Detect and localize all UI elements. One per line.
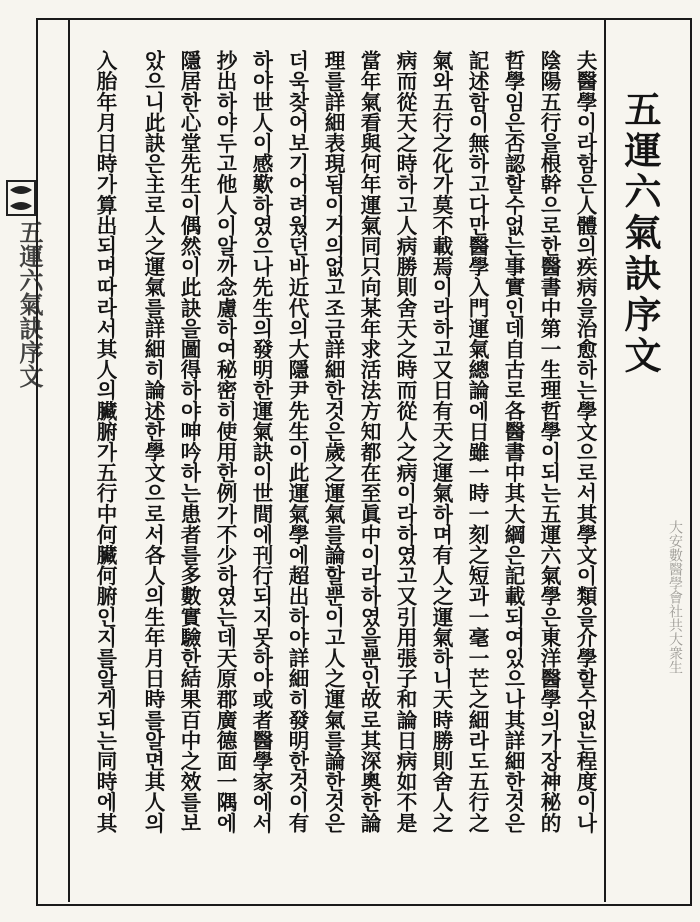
margin-running-title: 五運六氣訣序文 — [15, 220, 44, 388]
ornament-icon — [6, 180, 36, 216]
left-column-rule — [68, 18, 70, 902]
text-column: 았으니此訣은主로人之運氣를詳細히論述한學文으로서各人의生年月日時를알면其人의 — [141, 50, 165, 833]
text-column: 入胎年月日時가算出되며따라서其人의臟腑가五行中何臟何腑인지를알게되는同時에其 — [93, 50, 117, 833]
text-column: 理를詳細表現됨이거의없고조금詳細한것은歲之運氣를論할뿐이고人之運氣를論한것은 — [321, 50, 345, 833]
bleed-through-text: 大安數醫學會社共大衆生 — [667, 520, 683, 674]
right-column-rule — [604, 18, 606, 902]
text-column: 하야世人이感歎하였으나先生의發明한運氣訣이世間에刊行되지못하야或者醫學家에서 — [249, 50, 273, 833]
document-title: 五運六氣訣序文 — [618, 90, 662, 377]
text-column: 抄出하야두고他人이알까念慮하여秘密히使用한例가不少하였는데天原郡廣德面一隅에 — [213, 50, 237, 833]
text-column: 陰陽五行을根幹으로한醫書中第一生理哲學이되는五運六氣學은東洋醫學의가장神秘的 — [537, 50, 561, 833]
text-column: 더욱찾어보기어려웠던바近代의大隱尹先生이此運氣學에超出하야詳細히發明한것이有 — [285, 50, 309, 833]
text-column: 隱居한心堂先生이偶然이此訣을圖得하야呻吟하는患者를多數實驗한結果百中之效를보 — [177, 50, 201, 833]
text-column: 夫醫學이라함은人體의疾病을治愈하는學文으로서其學文이類을介學할수없는程度이나 — [573, 50, 597, 833]
text-column: 氣와五行之化가莫不載焉이라하고又日有天之運氣하며有人之運氣하니天時勝則舍人之 — [429, 50, 453, 833]
text-column: 哲學임은否認할수없는事實인데自古로各醫書中其大綱은記載되여있으나其詳細한것은 — [501, 50, 525, 833]
text-column: 當年氣看與何年運氣同只向某年求活法方知都在至眞中이라하였을뿐인故로其深奧한論 — [357, 50, 381, 833]
text-column: 記述함이無하고다만醫學入門運氣總論에日雖一時一刻之短과一毫一芒之細라도五行之 — [465, 50, 489, 833]
text-column: 病而從天之時하고人病勝則舍天之時而從人之病이라하였고又引用張子和論日病如不是 — [393, 50, 417, 833]
